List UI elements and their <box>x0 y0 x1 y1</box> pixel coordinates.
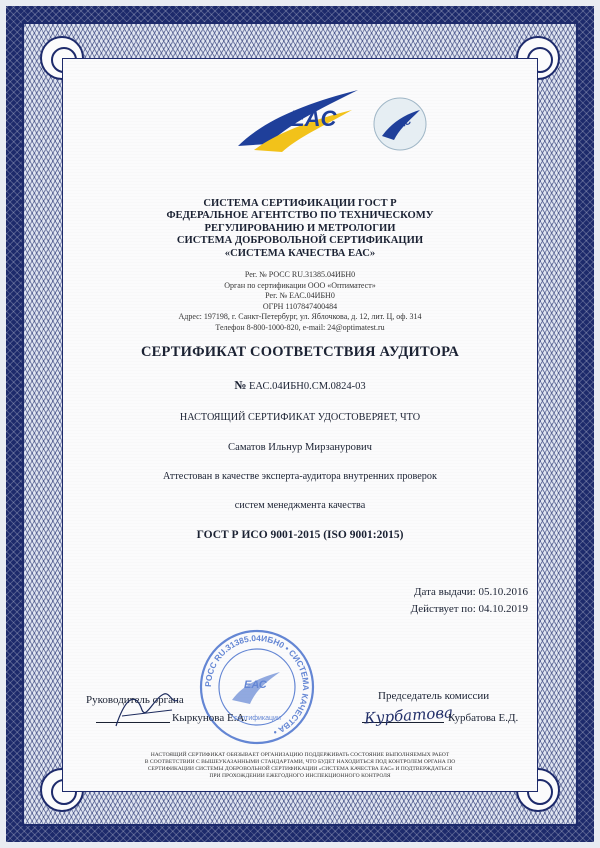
head-name: Кыркунова Е.А. <box>172 712 248 724</box>
svg-text:РОСС RU.31385.04ИБН0 • СИСТЕМА: РОСС RU.31385.04ИБН0 • СИСТЕМА КАЧЕСТВА • <box>202 632 312 738</box>
eac-logo-text: EAC <box>290 106 337 131</box>
svg-text:Курбатова: Курбатова <box>363 703 454 728</box>
certify-statement: НАСТОЯЩИЙ СЕРТИФИКАТ УДОСТОВЕРЯЕТ, ЧТО <box>179 412 421 423</box>
svg-text:ЕАС: ЕАС <box>244 679 267 691</box>
head-handwritten-signature <box>112 686 182 732</box>
address: Адрес: 197198, г. Санкт-Петербург, ул. Яблочкова, д. 12, лит. Ц, оф. 314 <box>178 312 422 322</box>
certification-system-header <box>62 198 538 260</box>
standard: ГОСТ Р ИСО 9001-2015 (ISO 9001:2015) <box>196 529 404 541</box>
issue-date-value: 05.10.2016 <box>478 586 528 598</box>
certificate-title: СЕРТИФИКАТ СООТВЕТСТВИЯ АУДИТОРА <box>140 344 460 360</box>
eac-badge-logo <box>372 96 428 152</box>
number-sign: № <box>234 378 247 392</box>
reg-number: Рег. № РОСС RU.31385.04ИБН0 <box>244 270 356 279</box>
svg-text:ЕАС: ЕАС <box>391 115 413 133</box>
header-line: СИСТЕМА СЕРТИФИКАЦИИ ГОСТ Р <box>203 198 397 209</box>
seal-stamp <box>198 628 316 746</box>
issue-date-label: Дата выдачи: <box>413 586 476 598</box>
header-line: СИСТЕМА ДОБРОВОЛЬНОЙ СЕРТИФИКАЦИИ <box>176 235 424 247</box>
footer-line: ПРИ ПРОХОЖДЕНИИ ЕЖЕГОДНОГО ИНСПЕКЦИОННОГО КОНТРОЛЯ <box>209 773 391 779</box>
issue-date <box>414 586 528 598</box>
footer-line: СЕРТИФИКАЦИИ СИСТЕМЫ ДОБРОВОЛЬНОЙ СЕРТИФИКАЦИИ «СИСТЕМА КАЧЕСТВА ЕАС» И ПОДТВЕРЖДАТЬСЯ <box>147 766 453 772</box>
ogrn: ОГРН 1107847400484 <box>262 301 338 311</box>
registration-info <box>62 270 538 334</box>
attestation-line-2: систем менеджмента качества <box>234 500 366 511</box>
valid-until-value: 04.10.2019 <box>478 603 528 615</box>
certification-organ: Орган по сертификации ООО «Оптиматест» <box>224 280 376 290</box>
chair-handwritten-signature <box>360 700 454 728</box>
valid-until-label: Действует по: <box>410 603 476 615</box>
footer-line: НАСТОЯЩИЙ СЕРТИФИКАТ ОБЯЗЫВАЕТ ОРГАНИЗАЦИЮ ПОДДЕРЖИВАТЬ СОСТОЯНИЕ ВЫПОЛНЯЕМЫХ РАБОТ <box>150 752 450 758</box>
contacts: Телефон 8-800-1000-820, e-mail: 24@optimatest.ru <box>215 322 385 332</box>
footer-line: В СООТВЕТСТВИИ С ВЫШЕУКАЗАННЫМИ СТАНДАРТАМИ, ЧТО БУДЕТ НАХОДИТЬСЯ ПОД КОНТРОЛЕМ ОРГАНА ПО <box>144 759 456 765</box>
header-line: РЕГУЛИРОВАНИЮ И МЕТРОЛОГИИ <box>204 222 396 234</box>
footer-notice <box>62 752 538 780</box>
svg-text:сертификации: сертификации <box>234 715 281 722</box>
head-signature-label: Руководитель органа <box>86 694 184 706</box>
reg-number-eac: Рег. № ЕАС.04ИБН0 <box>265 291 335 301</box>
valid-until <box>411 603 528 615</box>
chair-signature-label: Председатель комиссии <box>378 690 490 702</box>
header-line: ФЕДЕРАЛЬНОЕ АГЕНТСТВО ПО ТЕХНИЧЕСКОМУ <box>166 210 434 222</box>
auditor-name: Саматов Ильнур Мирзанурович <box>228 442 372 453</box>
certificate-number-value: ЕАС.04ИБН0.СМ.0824-03 <box>249 381 366 392</box>
eac-logo <box>232 82 362 154</box>
header-line: «СИСТЕМА КАЧЕСТВА ЕАС» <box>224 247 376 259</box>
chair-name: Курбатова Е.Д. <box>448 712 519 724</box>
attestation-line-1: Аттестован в качестве эксперта-аудитора внутренних проверок <box>163 471 437 482</box>
certificate-number <box>62 378 538 393</box>
